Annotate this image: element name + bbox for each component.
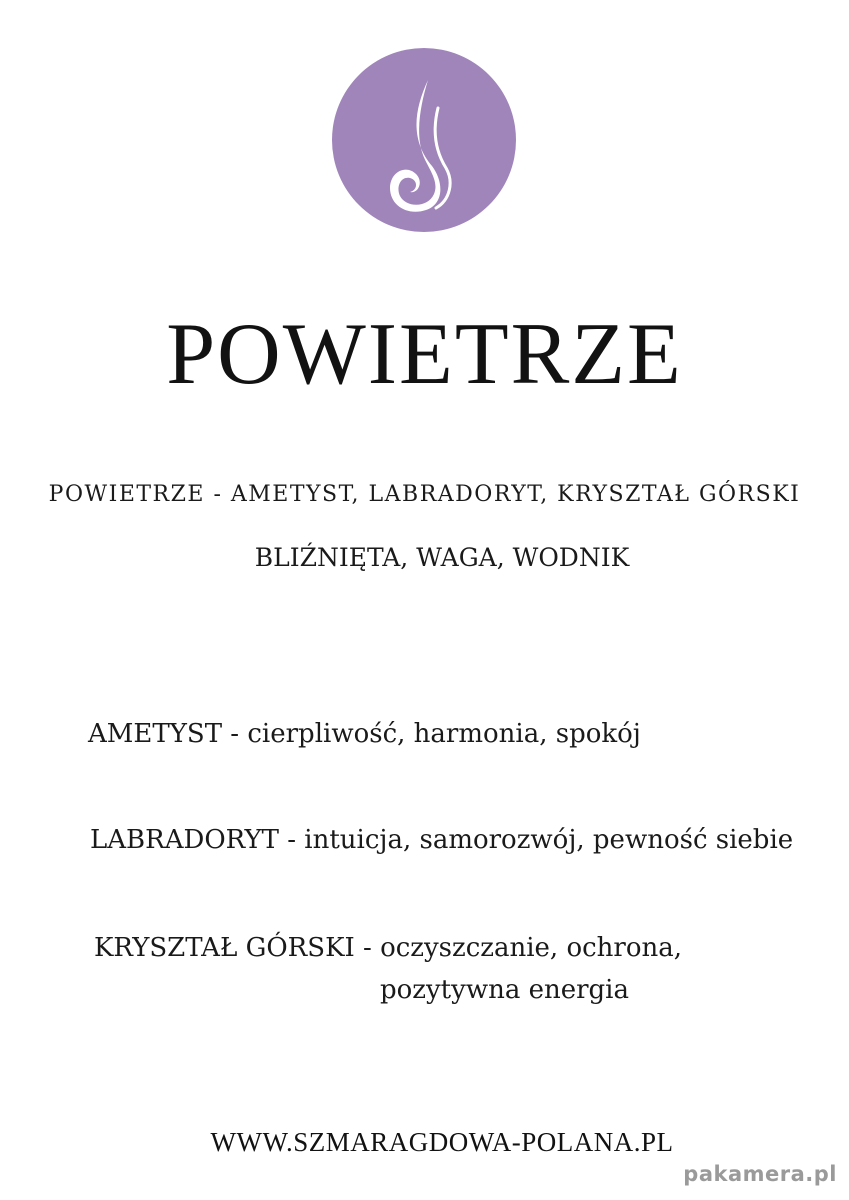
zodiac-signs-line: BLIŹNIĘTA, WAGA, WODNIK bbox=[254, 543, 630, 572]
page-title: POWIETRZE bbox=[166, 306, 683, 403]
air-swirl-icon bbox=[332, 48, 516, 232]
logo bbox=[332, 48, 516, 232]
stone-ametyst: AMETYST - cierpliwość, harmonia, spokój bbox=[88, 719, 641, 749]
stone-krysztal-gorski: KRYSZTAŁ GÓRSKI - oczyszczanie, ochrona, bbox=[94, 933, 683, 963]
watermark: pakamera.pl bbox=[683, 1162, 837, 1186]
stone-labradoryt: LABRADORYT - intuicja, samorozwój, pewność siebie bbox=[90, 825, 794, 855]
stone-krysztal-gorski-continuation: pozytywna energia bbox=[380, 975, 629, 1005]
website-link[interactable]: WWW.SZMARAGDOWA-POLANA.PL bbox=[210, 1127, 674, 1157]
element-stones-line: POWIETRZE - AMETYST, LABRADORYT, KRYSZTAŁ GÓRSKI bbox=[48, 482, 801, 507]
